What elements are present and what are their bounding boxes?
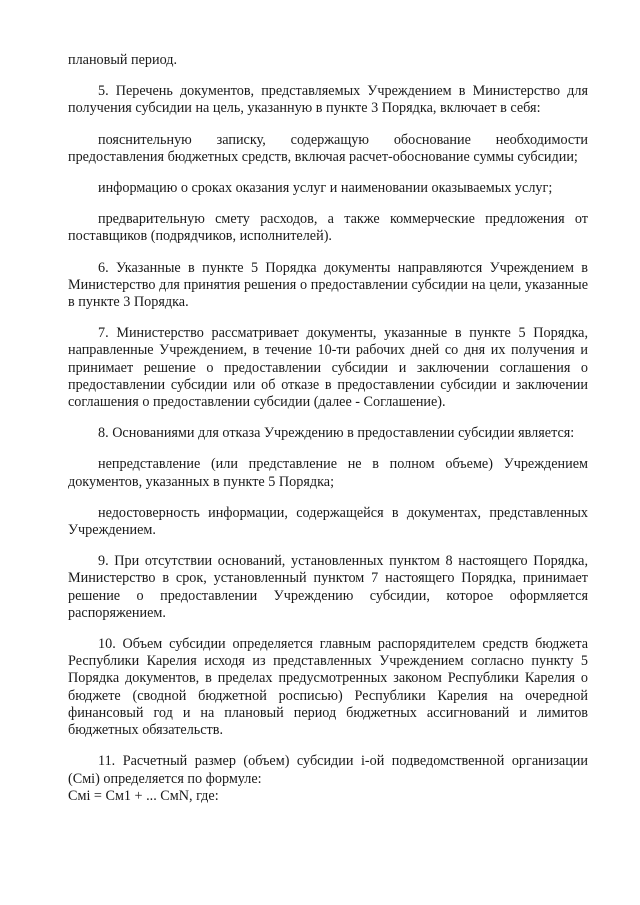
paragraph-6: 6. Указанные в пункте 5 Порядка документы направляются Учреждением в Министерство для принятия решения о предоставлении субсидии на цели, указанные в пункте 3 Порядка. <box>68 259 588 311</box>
formula-line: Смi = См1 + ... СмN, где: <box>68 787 219 804</box>
paragraph-10: 10. Объем субсидии определяется главным распорядителем средств бюджета Республики Карелия исходя из представленных Учреждением согласно пункту 5 Порядка документов, в пределах предусмотренных законом Республики Карелия о бюджете (сводной бюджетной росписью) Республики Карелия на очередной финансовый год и на плановый период бюджетных ассигнований и лимитов бюджетных обязательств. <box>68 636 588 739</box>
paragraph-period-end: плановый период. <box>68 52 178 68</box>
paragraph-8-item-2: недостоверность информации, содержащейся в документах, представленных Учреждением. <box>68 504 588 539</box>
paragraph-5: 5. Перечень документов, представляемых Учреждением в Министерство для получения субсидии на цель, указанную в пункте 3 Порядка, включает в себя: <box>68 83 588 117</box>
paragraph-8-item-1: непредставление (или представление не в полном объеме) Учреждением документов, указанных в пункте 5 Порядка; <box>68 456 588 490</box>
paragraph-8: 8. Основаниями для отказа Учреждению в предоставлении субсидии является: <box>98 425 575 442</box>
paragraph-9: 9. При отсутствии оснований, установленных пунктом 8 настоящего Порядка, Министерство в срок, установленный пунктом 7 настоящего Порядка, принимает решение о предоставлении Учреждению субсидии, которое оформляется распоряжением. <box>68 553 588 621</box>
paragraph-7: 7. Министерство рассматривает документы, указанные в пункте 5 Порядка, направленные Учреждением, в течение 10-ти рабочих дней со дня их получения и принимает решение о предоставлении субсидии и заключении соглашения о предоставлении субсидии или об отказе в предоставлении субсидии и заключении соглашения о предоставлении субсидии (далее - Соглашение). <box>68 325 588 411</box>
paragraph-5-item-2: информацию о сроках оказания услуг и наименовании оказываемых услуг; <box>98 180 553 197</box>
paragraph-5-item-1: пояснительную записку, содержащую обоснование необходимости предоставления бюджетных средств, включая расчет-обоснование суммы субсидии; <box>68 131 588 165</box>
document-body <box>68 52 588 805</box>
paragraph-11: 11. Расчетный размер (объем) субсидии i-ой подведомственной организации (Смi) определяется по формуле: <box>68 753 588 787</box>
paragraph-5-item-3: предварительную смету расходов, а также коммерческие предложения от поставщиков (подрядчиков, исполнителей). <box>68 211 588 245</box>
